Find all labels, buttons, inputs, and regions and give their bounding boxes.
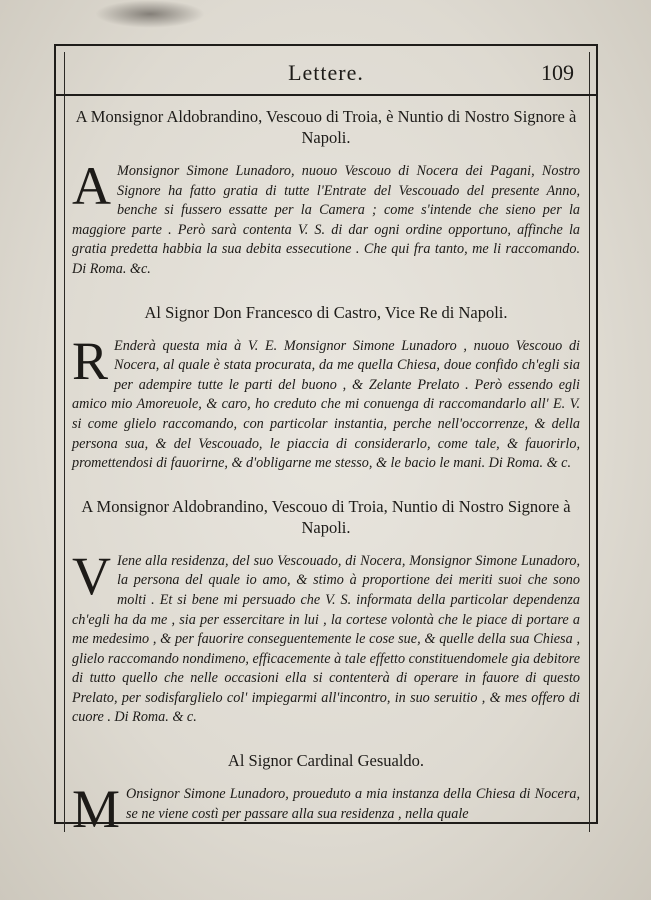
- running-head: [56, 54, 596, 92]
- running-title: Lettere.: [288, 60, 364, 85]
- letter-heading: Al Signor Don Francesco di Castro, Vice Re di Napoli.: [144, 302, 508, 322]
- page-number: 109: [541, 60, 574, 85]
- letter-body: [72, 156, 580, 280]
- letter-text: Monsignor Simone Lunadoro, nuouo Vescouo di Nocera dei Pagani, Nostro Signore ha fatto gratia di tutte l'Entrate del Vescouado del presente Anno, benche si fussero essatte per la Camera ; come s'intende che sieno per la maggiore parte . Però sarà contenta V. S. di dar ogni ordine opportuno, affinche la gratia predetta habbia la sua debita essecutione . Che qui fra tanto, me li raccomando. Di Roma. &c.: [72, 163, 580, 277]
- letter-body: [72, 545, 580, 728]
- drop-cap: A: [72, 156, 111, 216]
- letter-heading: A Monsignor Aldobrandino, Vescouo di Troia, Nuntio di Nostro Signore à Napoli.: [81, 496, 571, 537]
- letter-body: [72, 779, 580, 840]
- letter-text: Enderà questa mia à V. E. Monsignor Simone Lunadoro , nuouo Vescouo di Nocera, al quale è stata procurata, da me quella Chiesa, doue confido ch'egli sia per adempire tutte le parti del buono , & Zelante Prelato . Però essendo egli amico mio Amoreuole, & caro, ho creduto che mi conuenga di raccomandarlo all' E. V. si come glielo raccomando, con particolar instantia, perche nell'occorrenze, & della persona sua, & del Vescouado, le piaccia di considerarlo, come tale, & fauorirlo, promettendosi di fauorirne, & d'obligarne me stesso, & le bacio le mani. Di Roma. & c.: [72, 337, 580, 472]
- drop-cap: R: [72, 330, 109, 391]
- letter-text: Onsignor Simone Lunadoro, proueduto a mia instanza della Chiesa di Nocera, se ne viene costì per passare alla sua residenza , nella quale: [126, 786, 580, 822]
- letter-text: Iene alla residenza, del suo Vescouado, di Nocera, Monsignor Simone Lunadoro, la persona del quale io amo, & stimo à proportione dei meriti suoi che sono molti . Et si bene mi persuado che V. S. informata della particolar dependenza ch'egli ha da me , sia per essercitare in lui , la cortese volontà che le piace di portare a me medesimo , & per fauorire conseguentemente le cose sue, & quelle della sua Chiesa , glielo raccomando nondimeno, efficacemente à tale effetto constituendomele gia debitore di tutto quello che nelle occasioni ella si contenterà di operare in fauore di questo Prelato, per sodisfarglielo col' impiegarmi all'incontro, in suo seruitio , & mes offero di cuore . Di Roma. & c.: [72, 552, 580, 726]
- letter-heading: A Monsignor Aldobrandino, Vescouo di Troia, è Nuntio di Nostro Signore à Napoli.: [75, 107, 577, 147]
- letter-body: [72, 330, 580, 474]
- ink-smudge: [95, 0, 205, 28]
- page-content: [72, 106, 580, 840]
- drop-cap: V: [72, 545, 111, 606]
- letter-heading: Al Signor Cardinal Gesualdo.: [227, 751, 425, 771]
- head-rule: [56, 94, 596, 96]
- drop-cap: M: [72, 779, 121, 840]
